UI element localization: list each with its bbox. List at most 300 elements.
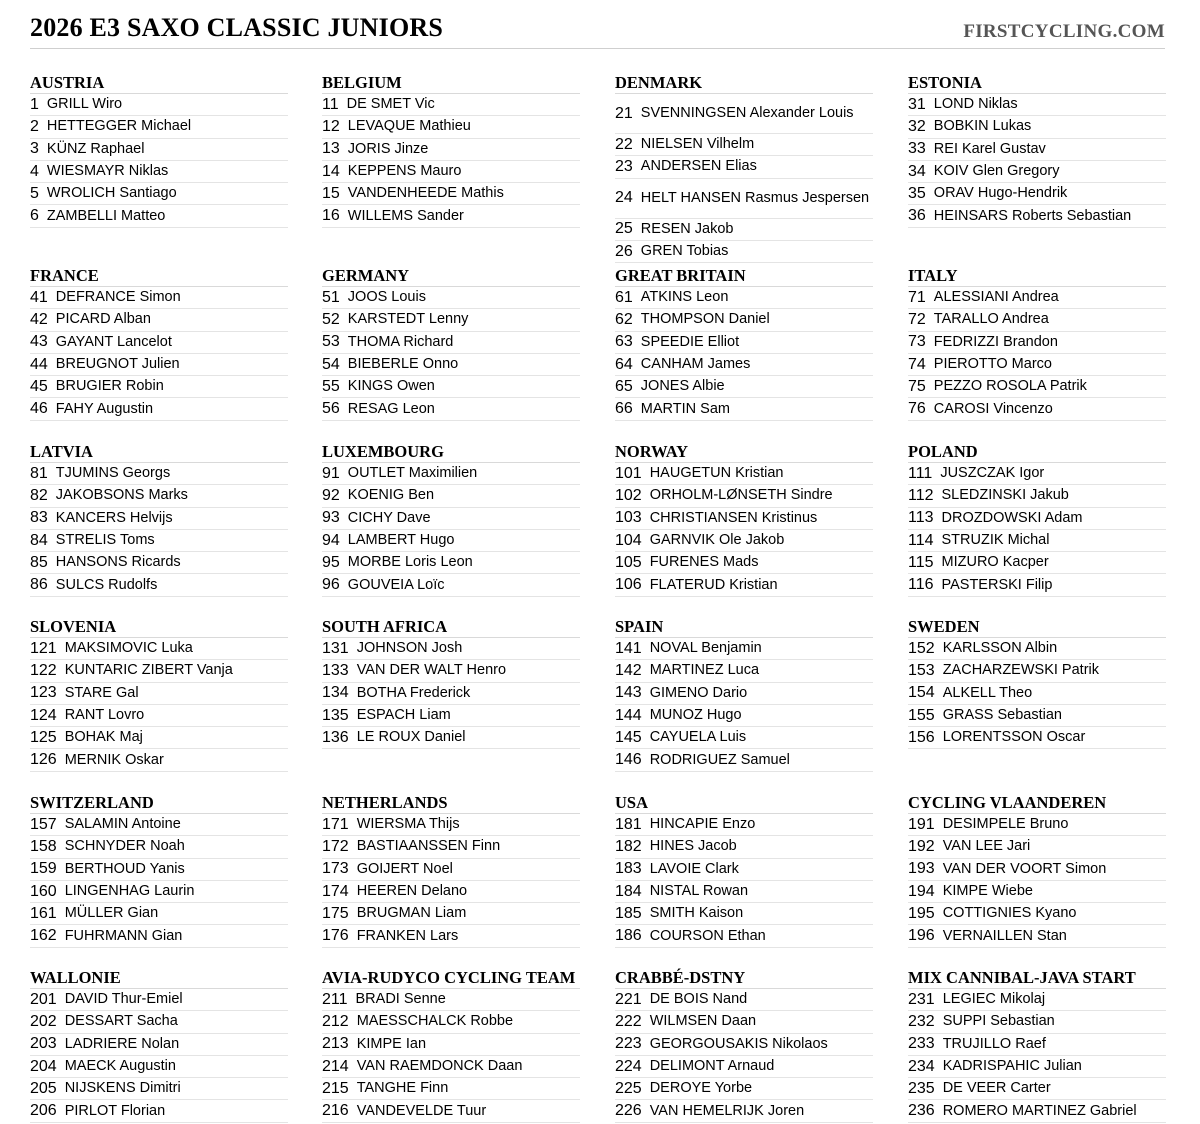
team-block-norway: [615, 442, 873, 597]
rider-name[interactable]: HINCAPIE Enzo: [649, 816, 756, 833]
rider-row: [615, 660, 873, 682]
rider-name[interactable]: BOBKIN Lukas: [933, 118, 1032, 135]
rider-name[interactable]: WILMSEN Daan: [649, 1013, 757, 1030]
rider-name[interactable]: HELT HANSEN Rasmus Jespersen: [640, 189, 870, 206]
rider-name[interactable]: MAESSCHALCK Robbe: [356, 1013, 514, 1030]
rider-name[interactable]: KARSTEDT Lenny: [347, 311, 469, 328]
rider-row: [615, 814, 873, 836]
rider-name[interactable]: SUPPI Sebastian: [942, 1013, 1055, 1030]
bib-number: 81: [30, 464, 48, 482]
team-block-slovenia: [30, 617, 288, 772]
team-name[interactable]: GREAT BRITAIN: [615, 266, 873, 287]
bib-number: 13: [322, 140, 340, 158]
rider-name[interactable]: HETTEGGER Michael: [46, 118, 192, 135]
bib-number: 84: [30, 531, 48, 549]
rider-name[interactable]: MÜLLER Gian: [64, 905, 159, 922]
rider-row: [322, 881, 580, 903]
rider-name[interactable]: TRUJILLO Raef: [942, 1035, 1046, 1052]
bib-number: 34: [908, 162, 926, 180]
rider-name[interactable]: DAVID Thur-Emiel: [64, 991, 183, 1008]
rider-row: [908, 161, 1166, 183]
rider-name[interactable]: BRUGMAN Liam: [356, 905, 467, 922]
bib-number: 21: [615, 104, 633, 122]
rider-row: [322, 859, 580, 881]
rider-row: [30, 859, 288, 881]
bib-number: 73: [908, 333, 926, 351]
rider-name[interactable]: BREUGNOT Julien: [55, 356, 180, 373]
rider-row: [908, 508, 1166, 530]
rider-row: [908, 485, 1166, 507]
rider-name[interactable]: GREN Tobias: [640, 243, 729, 260]
rider-row: [30, 508, 288, 530]
rider-name[interactable]: WIESMAYR Niklas: [46, 163, 169, 180]
bib-number: 5: [30, 184, 39, 202]
rider-row: [908, 309, 1166, 331]
bib-number: 226: [615, 1102, 642, 1120]
rider-name[interactable]: BOHAK Maj: [64, 729, 143, 746]
rider-row: [908, 205, 1166, 227]
rider-name[interactable]: VANDENHEEDE Mathis: [347, 185, 504, 202]
bib-number: 146: [615, 751, 642, 769]
team-name[interactable]: GERMANY: [322, 266, 580, 287]
rider-row: [30, 925, 288, 947]
rider-name[interactable]: PEZZO ROSOLA Patrik: [933, 378, 1087, 395]
rider-name[interactable]: OUTLET Maximilien: [347, 465, 478, 482]
rider-row: [615, 989, 873, 1011]
rider-name[interactable]: ZAMBELLI Matteo: [46, 207, 166, 224]
rider-name[interactable]: HAUGETUN Kristian: [649, 465, 784, 482]
rider-name[interactable]: GRASS Sebastian: [942, 707, 1062, 724]
rider-name[interactable]: CICHY Dave: [347, 509, 431, 526]
team-name[interactable]: POLAND: [908, 442, 1166, 463]
rider-name[interactable]: ORHOLM-LØNSETH Sindre: [649, 487, 833, 504]
rider-name[interactable]: DE SMET Vic: [346, 96, 435, 113]
bib-number: 52: [322, 310, 340, 328]
rider-name[interactable]: DE BOIS Nand: [649, 991, 748, 1008]
bib-number: 206: [30, 1102, 57, 1120]
rider-name[interactable]: DE VEER Carter: [942, 1080, 1051, 1097]
bib-number: 65: [615, 377, 633, 395]
team-name[interactable]: SPAIN: [615, 617, 873, 638]
team-name[interactable]: BELGIUM: [322, 73, 580, 94]
team-name[interactable]: AUSTRIA: [30, 73, 288, 94]
rider-name[interactable]: ANDERSEN Elias: [640, 158, 757, 175]
rider-row: [615, 354, 873, 376]
rider-name[interactable]: DROZDOWSKI Adam: [941, 509, 1083, 526]
rider-name[interactable]: KARLSSON Albin: [942, 640, 1058, 657]
rider-name[interactable]: SVENNINGSEN Alexander Louis: [640, 105, 854, 121]
rider-name[interactable]: KINGS Owen: [347, 378, 435, 395]
rider-name[interactable]: FUHRMANN Gian: [64, 927, 183, 944]
rider-name[interactable]: VERNAILLEN Stan: [942, 927, 1067, 944]
rider-name[interactable]: JAKOBSONS Marks: [55, 487, 188, 504]
rider-name[interactable]: DELIMONT Arnaud: [649, 1058, 775, 1075]
rider-name[interactable]: SULCS Rudolfs: [55, 576, 158, 593]
team-block-poland: [908, 442, 1166, 597]
rider-name[interactable]: SMITH Kaison: [649, 905, 744, 922]
rider-row: [615, 287, 873, 309]
rider-row: [30, 1078, 288, 1100]
rider-name[interactable]: RODRIGUEZ Samuel: [649, 751, 790, 768]
bib-number: 74: [908, 355, 926, 373]
rider-row: [615, 705, 873, 727]
rider-name[interactable]: DEFRANCE Simon: [55, 289, 181, 306]
rider-name[interactable]: BRUGIER Robin: [55, 378, 164, 395]
rider-row: [30, 1011, 288, 1033]
rider-name[interactable]: COURSON Ethan: [649, 927, 766, 944]
rider-name[interactable]: DESSART Sacha: [64, 1013, 178, 1030]
bib-number: 25: [615, 220, 633, 238]
rider-name[interactable]: SCHNYDER Noah: [64, 838, 185, 855]
rider-name[interactable]: CAROSI Vincenzo: [933, 400, 1053, 417]
team-block-mix-cannibal-java-start: [908, 968, 1166, 1123]
rider-row: [908, 660, 1166, 682]
rider-name[interactable]: VAN HEMELRIJK Joren: [649, 1102, 805, 1119]
team-name[interactable]: DENMARK: [615, 73, 873, 94]
bib-number: 171: [322, 815, 349, 833]
bib-number: 2: [30, 117, 39, 135]
rider-name[interactable]: NOVAL Benjamin: [649, 640, 762, 657]
rider-row: [30, 683, 288, 705]
rider-name[interactable]: VAN DER VOORT Simon: [942, 860, 1107, 877]
bib-number: 63: [615, 333, 633, 351]
rider-row: [30, 903, 288, 925]
rider-name[interactable]: RESAG Leon: [347, 400, 435, 417]
bib-number: 76: [908, 400, 926, 418]
rider-row: [322, 1078, 580, 1100]
rider-name[interactable]: GOUVEIA Loïc: [347, 576, 445, 593]
rider-name[interactable]: WILLEMS Sander: [347, 207, 464, 224]
rider-name[interactable]: KANCERS Helvijs: [55, 509, 173, 526]
bib-number: 61: [615, 288, 633, 306]
rider-name[interactable]: CHRISTIANSEN Kristinus: [649, 509, 818, 526]
bib-number: 43: [30, 333, 48, 351]
rider-row: [322, 989, 580, 1011]
rider-row: [322, 530, 580, 552]
team-block-spain: [615, 617, 873, 772]
rider-name[interactable]: THOMA Richard: [347, 333, 454, 350]
rider-name[interactable]: KOENIG Ben: [347, 487, 435, 504]
rider-row: [30, 332, 288, 354]
rider-name[interactable]: HANSONS Ricards: [55, 554, 181, 571]
rider-name[interactable]: HEEREN Delano: [356, 883, 468, 900]
rider-name[interactable]: BRADI Senne: [355, 991, 446, 1008]
team-name[interactable]: SWEDEN: [908, 617, 1166, 638]
rider-name[interactable]: SALAMIN Antoine: [64, 816, 181, 833]
rider-name[interactable]: KIMPE Ian: [356, 1035, 427, 1052]
rider-name[interactable]: KADRISPAHIC Julian: [942, 1058, 1082, 1075]
rider-name[interactable]: LINGENHAG Laurin: [64, 883, 195, 900]
rider-row: [908, 881, 1166, 903]
bib-number: 195: [908, 904, 935, 922]
rider-name[interactable]: CAYUELA Luis: [649, 729, 747, 746]
rider-name[interactable]: FAHY Augustin: [55, 400, 154, 417]
rider-row: [615, 219, 873, 241]
bib-number: 162: [30, 927, 57, 945]
rider-name[interactable]: WIERSMA Thijs: [356, 816, 460, 833]
rider-name[interactable]: LOND Niklas: [933, 96, 1018, 113]
bib-number: 134: [322, 684, 349, 702]
team-block-austria: [30, 73, 288, 228]
bib-number: 172: [322, 837, 349, 855]
bib-number: 33: [908, 140, 926, 158]
rider-name[interactable]: ZACHARZEWSKI Patrik: [942, 662, 1099, 679]
bib-number: 202: [30, 1012, 57, 1030]
rider-name[interactable]: BERTHOUD Yanis: [64, 860, 185, 877]
team-name[interactable]: NETHERLANDS: [322, 793, 580, 814]
rider-name[interactable]: KEPPENS Mauro: [347, 163, 462, 180]
rider-name[interactable]: LORENTSSON Oscar: [942, 729, 1086, 746]
rider-row: [908, 287, 1166, 309]
rider-name[interactable]: GAYANT Lancelot: [55, 333, 172, 350]
bib-number: 231: [908, 990, 935, 1008]
rider-name[interactable]: LAVOIE Clark: [649, 860, 739, 877]
bib-number: 144: [615, 706, 642, 724]
rider-row: [322, 309, 580, 331]
rider-row: [615, 749, 873, 771]
rider-name[interactable]: VAN RAEMDONCK Daan: [356, 1058, 523, 1075]
rider-row: [322, 287, 580, 309]
rider-name[interactable]: ORAV Hugo-Hendrik: [933, 185, 1068, 202]
team-name[interactable]: MIX CANNIBAL-JAVA START: [908, 968, 1166, 989]
rider-name[interactable]: RESEN Jakob: [640, 220, 734, 237]
rider-name[interactable]: TARALLO Andrea: [933, 311, 1049, 328]
rider-name[interactable]: MARTIN Sam: [640, 400, 730, 417]
rider-row: [908, 1011, 1166, 1033]
rider-name[interactable]: THOMPSON Daniel: [640, 311, 770, 328]
rider-name[interactable]: GOIJERT Noel: [356, 860, 453, 877]
team-name[interactable]: CYCLING VLAANDEREN: [908, 793, 1166, 814]
rider-row: [30, 749, 288, 771]
rider-name[interactable]: MERNIK Oskar: [64, 751, 164, 768]
rider-row: [615, 376, 873, 398]
rider-row: [908, 989, 1166, 1011]
rider-name[interactable]: MIZURO Kacper: [941, 554, 1049, 571]
bib-number: 152: [908, 639, 935, 657]
rider-name[interactable]: NIELSEN Vilhelm: [640, 136, 755, 153]
rider-row: [322, 683, 580, 705]
rider-row: [615, 552, 873, 574]
rider-name[interactable]: COTTIGNIES Kyano: [942, 905, 1077, 922]
rider-name[interactable]: KIMPE Wiebe: [942, 883, 1033, 900]
rider-name[interactable]: STRUZIK Michal: [941, 532, 1050, 549]
rider-name[interactable]: RANT Lovro: [64, 707, 145, 724]
bib-number: 232: [908, 1012, 935, 1030]
rider-name[interactable]: HINES Jacob: [649, 838, 737, 855]
bib-number: 86: [30, 576, 48, 594]
rider-row: [322, 660, 580, 682]
bib-number: 6: [30, 207, 39, 225]
rider-row: [322, 1034, 580, 1056]
rider-name[interactable]: GRILL Wiro: [46, 96, 123, 113]
rider-name[interactable]: VANDEVELDE Tuur: [356, 1102, 487, 1119]
bib-number: 113: [908, 509, 934, 527]
bib-number: 4: [30, 162, 39, 180]
bib-number: 83: [30, 509, 48, 527]
bib-number: 133: [322, 661, 349, 679]
team-block-great-britain: [615, 266, 873, 421]
rider-name[interactable]: ROMERO MARTINEZ Gabriel: [942, 1102, 1137, 1119]
bib-number: 1: [30, 95, 39, 113]
rider-name[interactable]: JUSZCZAK Igor: [940, 465, 1045, 482]
team-name[interactable]: SOUTH AFRICA: [322, 617, 580, 638]
bib-number: 224: [615, 1057, 642, 1075]
rider-name[interactable]: PIEROTTO Marco: [933, 356, 1052, 373]
rider-name[interactable]: LEVAQUE Mathieu: [347, 118, 471, 135]
team-block-germany: [322, 266, 580, 421]
rider-row: [908, 574, 1166, 596]
rider-name[interactable]: KUNTARIC ZIBERT Vanja: [64, 662, 233, 679]
bib-number: 143: [615, 684, 642, 702]
bib-number: 26: [615, 242, 633, 260]
rider-name[interactable]: DESIMPELE Bruno: [942, 816, 1069, 833]
rider-row: [615, 727, 873, 749]
rider-row: [322, 485, 580, 507]
rider-row: [322, 139, 580, 161]
bib-number: 204: [30, 1057, 57, 1075]
bib-number: 215: [322, 1079, 349, 1097]
rider-row: [30, 1100, 288, 1122]
team-name[interactable]: NORWAY: [615, 442, 873, 463]
rider-name[interactable]: ALESSIANI Andrea: [933, 289, 1059, 306]
bib-number: 193: [908, 860, 935, 878]
rider-row: [908, 332, 1166, 354]
bib-number: 157: [30, 815, 57, 833]
rider-name[interactable]: VAN DER WALT Henro: [356, 662, 507, 679]
team-name[interactable]: LATVIA: [30, 442, 288, 463]
team-name[interactable]: FRANCE: [30, 266, 288, 287]
team-name[interactable]: ESTONIA: [908, 73, 1166, 94]
rider-name[interactable]: MAKSIMOVIC Luka: [64, 640, 193, 657]
rider-name[interactable]: MAECK Augustin: [64, 1058, 176, 1075]
rider-name[interactable]: REI Karel Gustav: [933, 140, 1046, 157]
rider-row: [322, 354, 580, 376]
rider-name[interactable]: LAMBERT Hugo: [347, 532, 455, 549]
rider-name[interactable]: FEDRIZZI Brandon: [933, 333, 1058, 350]
rider-name[interactable]: ALKELL Theo: [942, 684, 1033, 701]
rider-name[interactable]: PICARD Alban: [55, 311, 151, 328]
rider-name[interactable]: GEORGOUSAKIS Nikolaos: [649, 1035, 828, 1052]
bib-number: 64: [615, 355, 633, 373]
rider-row: [30, 814, 288, 836]
rider-row: [615, 1011, 873, 1033]
rider-name[interactable]: FURENES Mads: [649, 554, 759, 571]
rider-row: [908, 925, 1166, 947]
rider-name[interactable]: MUNOZ Hugo: [649, 707, 742, 724]
rider-name[interactable]: PIRLOT Florian: [64, 1102, 166, 1119]
bib-number: 191: [908, 815, 935, 833]
rider-name[interactable]: LADRIERE Nolan: [64, 1035, 180, 1052]
rider-row: [30, 836, 288, 858]
bib-number: 205: [30, 1079, 57, 1097]
team-name[interactable]: LUXEMBOURG: [322, 442, 580, 463]
rider-row: [615, 94, 873, 134]
rider-name[interactable]: MARTINEZ Luca: [649, 662, 760, 679]
rider-name[interactable]: ATKINS Leon: [640, 289, 729, 306]
team-name[interactable]: USA: [615, 793, 873, 814]
rider-name[interactable]: KÜNZ Raphael: [46, 140, 145, 157]
rider-name[interactable]: GIMENO Dario: [649, 684, 748, 701]
rider-row: [908, 683, 1166, 705]
team-name[interactable]: CRABBÉ-DSTNY: [615, 968, 873, 989]
rider-name[interactable]: MORBE Loris Leon: [347, 554, 473, 571]
team-name[interactable]: SLOVENIA: [30, 617, 288, 638]
rider-name[interactable]: JORIS Jinze: [347, 140, 429, 157]
rider-name[interactable]: BOTHA Frederick: [356, 684, 471, 701]
bib-number: 196: [908, 927, 935, 945]
rider-name[interactable]: NIJSKENS Dimitri: [64, 1080, 181, 1097]
rider-name[interactable]: PASTERSKI Filip: [941, 576, 1053, 593]
team-block-switzerland: [30, 793, 288, 948]
rider-name[interactable]: TANGHE Finn: [356, 1080, 449, 1097]
rider-name[interactable]: SPEEDIE Elliot: [640, 333, 740, 350]
rider-name[interactable]: WROLICH Santiago: [46, 185, 177, 202]
bib-number: 141: [615, 639, 642, 657]
rider-name[interactable]: BASTIAANSSEN Finn: [356, 838, 501, 855]
bib-number: 123: [30, 684, 57, 702]
rider-row: [615, 1078, 873, 1100]
bib-number: 175: [322, 904, 349, 922]
rider-name[interactable]: HEINSARS Roberts Sebastian: [933, 207, 1132, 224]
rider-name[interactable]: STRELIS Toms: [55, 532, 155, 549]
rider-row: [30, 485, 288, 507]
rider-name[interactable]: JOOS Louis: [347, 289, 426, 306]
rider-row: [615, 925, 873, 947]
rider-row: [615, 881, 873, 903]
rider-name[interactable]: JONES Albie: [640, 378, 725, 395]
team-name[interactable]: SWITZERLAND: [30, 793, 288, 814]
rider-name[interactable]: JOHNSON Josh: [356, 640, 463, 657]
rider-name[interactable]: FLATERUD Kristian: [649, 576, 778, 593]
bib-number: 46: [30, 400, 48, 418]
rider-name[interactable]: SLEDZINSKI Jakub: [941, 487, 1069, 504]
bib-number: 32: [908, 117, 926, 135]
rider-row: [30, 376, 288, 398]
bib-number: 121: [30, 639, 57, 657]
rider-name[interactable]: VAN LEE Jari: [942, 838, 1031, 855]
rider-name[interactable]: DEROYE Yorbe: [649, 1080, 753, 1097]
rider-name[interactable]: NISTAL Rowan: [649, 883, 749, 900]
team-name[interactable]: WALLONIE: [30, 968, 288, 989]
team-name[interactable]: ITALY: [908, 266, 1166, 287]
bib-number: 112: [908, 486, 934, 504]
rider-name[interactable]: CANHAM James: [640, 356, 751, 373]
bib-number: 174: [322, 882, 349, 900]
team-name[interactable]: AVIA-RUDYCO CYCLING TEAM: [322, 968, 580, 989]
rider-row: [908, 1100, 1166, 1122]
rider-row: [322, 638, 580, 660]
rider-name[interactable]: BIEBERLE Onno: [347, 356, 459, 373]
team-block-estonia: [908, 73, 1166, 228]
rider-row: [908, 116, 1166, 138]
rider-row: [908, 1078, 1166, 1100]
rider-row: [615, 836, 873, 858]
rider-name[interactable]: LE ROUX Daniel: [356, 729, 466, 746]
rider-name[interactable]: LEGIEC Mikolaj: [942, 991, 1046, 1008]
rider-name[interactable]: STARE Gal: [64, 684, 139, 701]
rider-row: [322, 508, 580, 530]
rider-row: [908, 530, 1166, 552]
rider-name[interactable]: ESPACH Liam: [356, 707, 451, 724]
rider-name[interactable]: GARNVIK Ole Jakob: [649, 532, 785, 549]
rider-name[interactable]: TJUMINS Georgs: [55, 465, 171, 482]
rider-row: [908, 398, 1166, 420]
rider-name[interactable]: KOIV Glen Gregory: [933, 163, 1060, 180]
bib-number: 214: [322, 1057, 349, 1075]
rider-row: [615, 683, 873, 705]
rider-row: [30, 881, 288, 903]
rider-name[interactable]: FRANKEN Lars: [356, 927, 459, 944]
